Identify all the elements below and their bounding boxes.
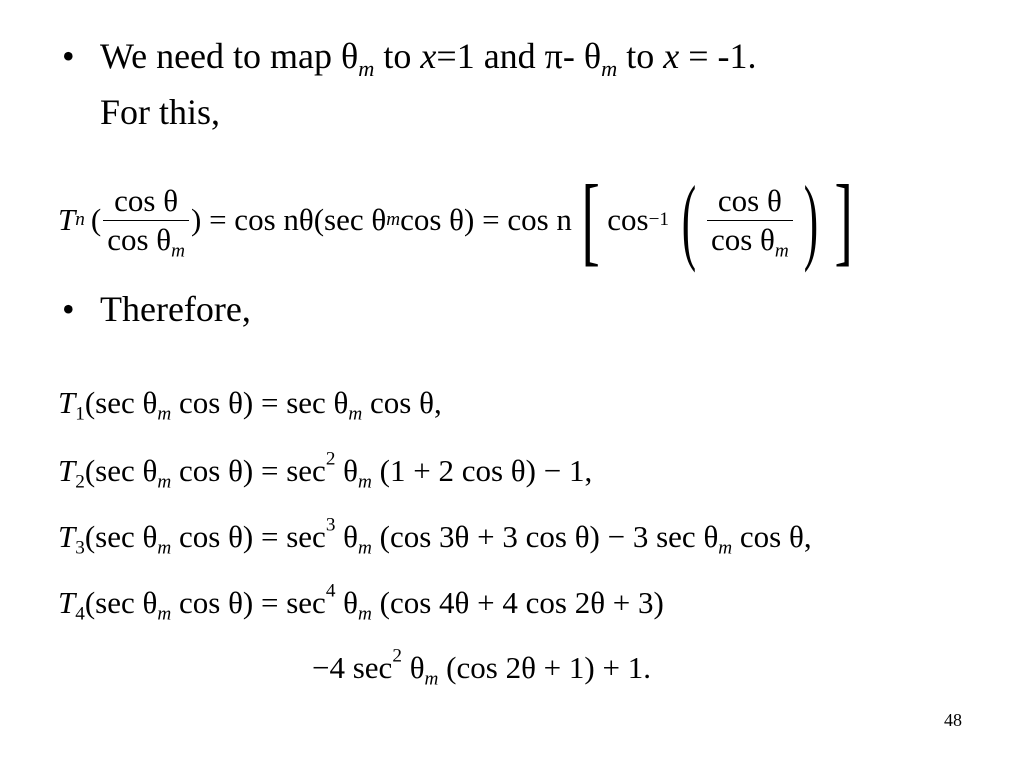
equation-T4-line-2: −4 $\sec^2 \theta_m$ (cos 2θ + 1) + 1.: [312, 645, 651, 690]
bullet-marker-1: •: [62, 36, 75, 76]
bullet-1-line-1: We need to map $\theta_m$ to x=1 and π- $\theta_m$ to x = -1.: [100, 36, 757, 81]
bullet-2: Therefore,: [100, 289, 251, 329]
left-paren: (: [681, 166, 697, 273]
bullet-1-line-2: For this,: [100, 92, 221, 132]
equation-T2: $T_2(\sec$ $\theta_m$ $\cos \theta) = \sec^2 \theta_m$ (1 + 2 cos θ) − 1,: [58, 448, 593, 493]
bullet-marker-2: •: [62, 289, 75, 329]
right-paren: ): [803, 166, 818, 273]
right-square-bracket: ]: [834, 164, 853, 275]
main-fraction: $\frac{\text{cos θ}}{\cos \theta_m}$: [103, 182, 189, 259]
equation-T3: $T_3(\sec$ $\theta_m$ $\cos \theta) = \sec^3 \theta_m$ (cos 3θ + 3 cos θ) − 3 $\sec \theta_m$ cos θ,: [58, 514, 812, 559]
left-square-bracket: [: [581, 164, 600, 275]
inner-fraction: $\frac{\text{cos θ}}{\cos \theta_m}$: [707, 182, 793, 259]
equation-T4-line-1: $T_4(\sec$ $\theta_m$ $\cos \theta) = \sec^4 \theta_m$ (cos 4θ + 4 cos 2θ + 3): [58, 580, 664, 625]
main-equation: T n ( $\frac{\text{cos θ}}{\cos \theta_m}$ ) = cos nθ(sec θ m cos θ) = cos n [ cos −1 ( $\frac{\text{cos θ}}{\cos \theta_m}$ ) ]: [58, 164, 853, 275]
page-number: 48: [944, 710, 962, 730]
equation-T1: $T_1(\sec$ $\theta_m$ $\cos \theta) = \sec \theta_m$ cos θ,: [58, 385, 442, 425]
